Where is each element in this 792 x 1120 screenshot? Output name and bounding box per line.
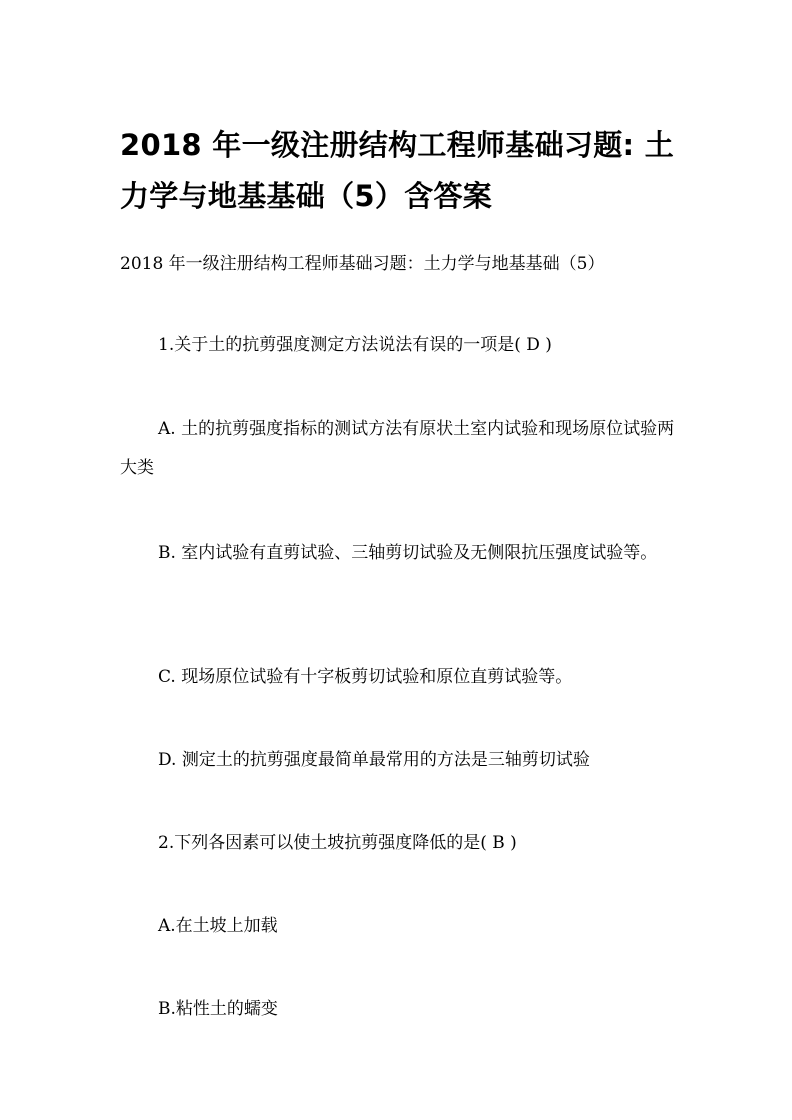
question-1-option-d: D. 测定土的抗剪强度最简单最常用的方法是三轴剪切试验 xyxy=(158,750,590,770)
question-1-option-a: A. 土的抗剪强度指标的测试方法有原状土室内试验和现场原位试验两大类 xyxy=(120,419,675,478)
question-2-stem: 2.下列各因素可以使土坡抗剪强度降低的是( B ) xyxy=(158,833,517,853)
question-2-option-b: B.粘性土的蠕变 xyxy=(158,999,278,1019)
question-2-option-a: A.在土坡上加载 xyxy=(158,916,278,936)
document-subtitle: 2018 年一级注册结构工程师基础习题：土力学与地基基础（5） xyxy=(120,254,605,274)
question-1-option-b: B. 室内试验有直剪试验、三轴剪切试验及无侧限抗压强度试验等。 xyxy=(158,543,658,563)
document-title: 2018 年一级注册结构工程师基础习题: 土力学与地基基础（5）含答案 xyxy=(120,128,675,213)
question-1-stem: 1.关于土的抗剪强度测定方法说法有误的一项是( D ) xyxy=(158,335,552,355)
question-1-option-c: C. 现场原位试验有十字板剪切试验和原位直剪试验等。 xyxy=(158,667,573,687)
